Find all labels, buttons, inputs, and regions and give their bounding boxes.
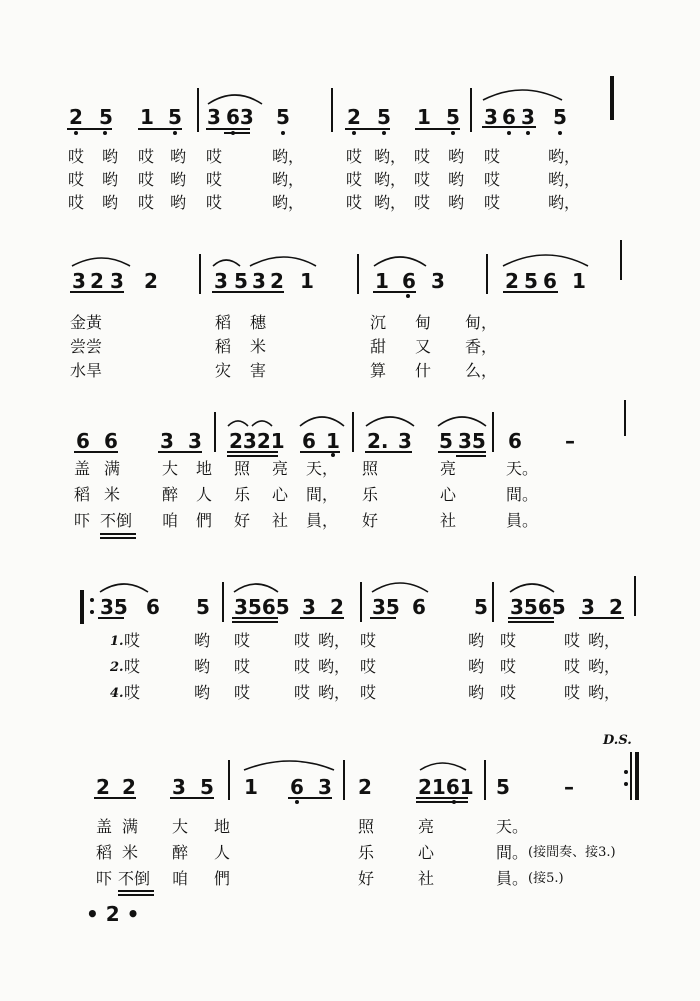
note: 2: [347, 105, 361, 129]
slur: [374, 257, 426, 266]
slur: [228, 421, 248, 426]
slur: [252, 421, 272, 426]
note: 3: [302, 595, 316, 619]
note: 6: [543, 269, 557, 293]
note: 3: [581, 595, 595, 619]
note: 5: [168, 105, 182, 129]
note: 2.: [367, 429, 389, 453]
score-page: 2 5 1 5 3 63 5 2 5 1 5 3 6 3 5 哎 哟 哎 哟 哎 哟， 哎 哟， 哎 哟 哎 哟， 哎 哟 哎 哟 哎 哟， 哎 哟， 哎 哟 哎 哟， 哎 哟 哎 哟 哎 哟， 哎 哟， 哎 哟 哎 哟， 3 2 3 2 3 5 3 2 1 1 6 3 2 5 6 1 金黃 稻 穗 沉 甸 甸， 尝尝 稻 米 甜 又 香， 水旱 灾 害 算 什 么， 6 6 3 3 2321 6 1 2. 3 5 35 6 – 盖 满 大 地 照 亮 天， 照 亮 天。 稻 米 醉 人 乐 心 間， 乐 心 間。 吓 不倒 咱 們 好 社 員， 好 社 員。 35 6 5 3565 3 2 35 6 5 3565 3 2 1. 哎 哟 哎 哎 哟， 哎 哟 哎 哎 哟， 2. 哎 哟 哎 哎 哟， 哎 哟 哎 哎 哟， 4. 哎 哟 哎 哎 哟， 哎 哟 哎 哎 哟， D.S. 2 2 3 5 1 6 3 2 2161 5 – 盖 满 大 地 照 亮 天。 稻 米 醉 人 乐 心 間。 (接間奏、接3.) 吓 不倒 咱 們 好 社 員。 (接5.) • 2 •: [0, 0, 700, 1001]
slur: [208, 95, 262, 104]
note: 1: [375, 269, 389, 293]
slur: [366, 417, 414, 426]
note: 3: [431, 269, 445, 293]
note: 3565: [510, 595, 566, 619]
slur: [213, 260, 240, 266]
note: 6: [502, 105, 516, 129]
note: 6: [508, 429, 522, 453]
note: 35: [372, 595, 400, 619]
note: 3: [252, 269, 266, 293]
note: 3: [214, 269, 228, 293]
note: 5: [439, 429, 453, 453]
note: 6: [146, 595, 160, 619]
note: 5: [99, 105, 113, 129]
note: 5: [446, 105, 460, 129]
slur: [438, 417, 486, 426]
note: 3: [484, 105, 498, 129]
performance-note: (接間奏、接3.): [528, 845, 616, 860]
note: 2: [144, 269, 158, 293]
slur: [483, 90, 562, 100]
note: 2: [609, 595, 623, 619]
slur: [503, 255, 588, 266]
note: 2: [358, 775, 372, 799]
note: 35: [100, 595, 128, 619]
slur: [72, 258, 130, 266]
note: 3: [398, 429, 412, 453]
note: 3: [318, 775, 332, 799]
note: 63: [226, 105, 254, 129]
note: 3: [160, 429, 174, 453]
note: 5: [553, 105, 567, 129]
page-number: • 2 •: [86, 902, 140, 926]
note: 2: [122, 775, 136, 799]
note: 35: [458, 429, 486, 453]
slur: [510, 584, 554, 592]
slur: [372, 583, 428, 592]
note: –: [564, 775, 574, 799]
slur: [100, 584, 148, 592]
note: 6: [412, 595, 426, 619]
note: 5: [377, 105, 391, 129]
note: 6: [290, 775, 304, 799]
note: 1: [417, 105, 431, 129]
performance-note: (接5.): [528, 871, 564, 886]
note: 3: [72, 269, 86, 293]
note: 3: [521, 105, 535, 129]
note: 2: [270, 269, 284, 293]
note: 2: [90, 269, 104, 293]
note: 5: [524, 269, 538, 293]
slur: [244, 761, 334, 770]
note: 3: [188, 429, 202, 453]
note: 5: [234, 269, 248, 293]
ds-marking: D.S.: [603, 733, 632, 748]
note: 6: [104, 429, 118, 453]
note: 5: [196, 595, 210, 619]
note: 6: [302, 429, 316, 453]
note: 2: [505, 269, 519, 293]
note: 5: [496, 775, 510, 799]
note: 1: [244, 775, 258, 799]
slur: [234, 584, 278, 592]
note: 5: [200, 775, 214, 799]
note: 5: [474, 595, 488, 619]
slur: [250, 257, 316, 266]
note: 2: [330, 595, 344, 619]
note: 3565: [234, 595, 290, 619]
note: 2: [96, 775, 110, 799]
note: –: [565, 429, 575, 453]
note: 6: [76, 429, 90, 453]
note: 2: [69, 105, 83, 129]
note: 1: [300, 269, 314, 293]
note: 1: [572, 269, 586, 293]
note: 6: [402, 269, 416, 293]
note: 1: [326, 429, 340, 453]
note: 3: [172, 775, 186, 799]
note: 1: [140, 105, 154, 129]
note: 2161: [418, 775, 474, 799]
note: 3: [110, 269, 124, 293]
note: 5: [276, 105, 290, 129]
slur: [300, 417, 344, 426]
slur: [420, 763, 466, 770]
note: 2321: [229, 429, 285, 453]
note: 3: [207, 105, 221, 129]
